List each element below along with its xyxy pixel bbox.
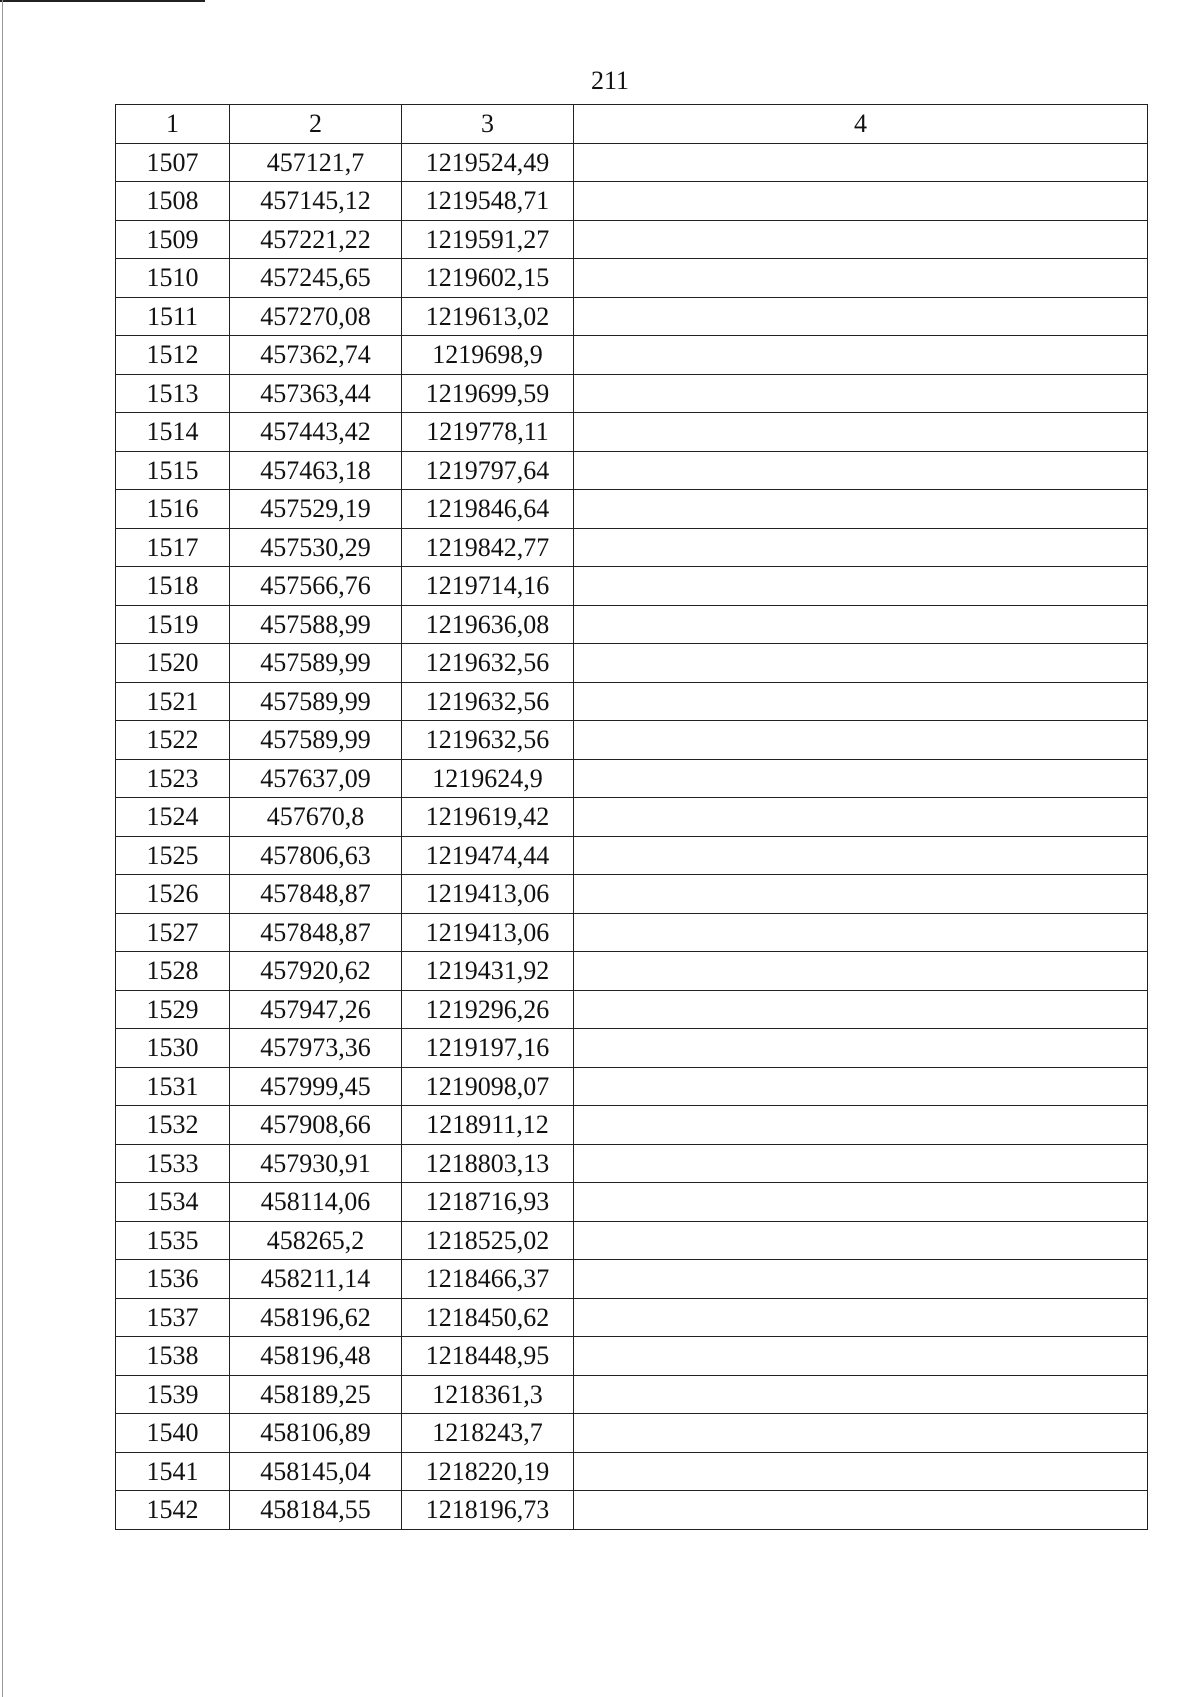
table-row [116, 682, 1148, 721]
x-coordinate-cell: 457145,12 [230, 182, 402, 221]
x-coordinate-cell: 458189,25 [230, 1375, 402, 1414]
point-number-cell: 1518 [116, 567, 230, 606]
y-coordinate-cell: 1219474,44 [402, 836, 574, 875]
x-coordinate-cell: 457566,76 [230, 567, 402, 606]
note-cell [574, 1298, 1148, 1337]
x-coordinate-cell: 457245,65 [230, 259, 402, 298]
point-number-cell: 1517 [116, 528, 230, 567]
table-row [116, 721, 1148, 760]
x-coordinate-cell: 457589,99 [230, 682, 402, 721]
y-coordinate-cell: 1218448,95 [402, 1337, 574, 1376]
column-header-4: 4 [574, 105, 1148, 144]
point-number-cell: 1514 [116, 413, 230, 452]
x-coordinate-cell: 457806,63 [230, 836, 402, 875]
y-coordinate-cell: 1219619,42 [402, 798, 574, 837]
point-number-cell: 1520 [116, 644, 230, 683]
table-row [116, 836, 1148, 875]
y-coordinate-cell: 1219842,77 [402, 528, 574, 567]
point-number-cell: 1528 [116, 952, 230, 991]
note-cell [574, 1029, 1148, 1068]
note-cell [574, 1491, 1148, 1530]
y-coordinate-cell: 1218716,93 [402, 1183, 574, 1222]
y-coordinate-cell: 1219413,06 [402, 913, 574, 952]
table-row [116, 336, 1148, 375]
table-row [116, 297, 1148, 336]
point-number-cell: 1510 [116, 259, 230, 298]
point-number-cell: 1532 [116, 1106, 230, 1145]
table-row [116, 1298, 1148, 1337]
point-number-cell: 1509 [116, 220, 230, 259]
note-cell [574, 605, 1148, 644]
column-header-3: 3 [402, 105, 574, 144]
x-coordinate-cell: 457848,87 [230, 875, 402, 914]
x-coordinate-cell: 457930,91 [230, 1144, 402, 1183]
table-row [116, 1375, 1148, 1414]
x-coordinate-cell: 457270,08 [230, 297, 402, 336]
note-cell [574, 836, 1148, 875]
note-cell [574, 1183, 1148, 1222]
table-row [116, 605, 1148, 644]
note-cell [574, 721, 1148, 760]
x-coordinate-cell: 457947,26 [230, 990, 402, 1029]
x-coordinate-cell: 457588,99 [230, 605, 402, 644]
y-coordinate-cell: 1219846,64 [402, 490, 574, 529]
point-number-cell: 1539 [116, 1375, 230, 1414]
y-coordinate-cell: 1218220,19 [402, 1452, 574, 1491]
x-coordinate-cell: 457589,99 [230, 721, 402, 760]
note-cell [574, 374, 1148, 413]
note-cell [574, 1221, 1148, 1260]
x-coordinate-cell: 457221,22 [230, 220, 402, 259]
y-coordinate-cell: 1218803,13 [402, 1144, 574, 1183]
coordinates-table [115, 104, 1148, 1530]
column-header-2: 2 [230, 105, 402, 144]
table-row [116, 182, 1148, 221]
point-number-cell: 1521 [116, 682, 230, 721]
y-coordinate-cell: 1219699,59 [402, 374, 574, 413]
note-cell [574, 952, 1148, 991]
table-row [116, 143, 1148, 182]
table-body [116, 143, 1148, 1529]
y-coordinate-cell: 1219431,92 [402, 952, 574, 991]
point-number-cell: 1519 [116, 605, 230, 644]
note-cell [574, 220, 1148, 259]
x-coordinate-cell: 457999,45 [230, 1067, 402, 1106]
y-coordinate-cell: 1219296,26 [402, 990, 574, 1029]
note-cell [574, 567, 1148, 606]
note-cell [574, 528, 1148, 567]
y-coordinate-cell: 1219413,06 [402, 875, 574, 914]
y-coordinate-cell: 1219591,27 [402, 220, 574, 259]
point-number-cell: 1512 [116, 336, 230, 375]
point-number-cell: 1527 [116, 913, 230, 952]
note-cell [574, 644, 1148, 683]
table-row [116, 490, 1148, 529]
y-coordinate-cell: 1218450,62 [402, 1298, 574, 1337]
point-number-cell: 1537 [116, 1298, 230, 1337]
point-number-cell: 1536 [116, 1260, 230, 1299]
x-coordinate-cell: 457973,36 [230, 1029, 402, 1068]
table-row [116, 413, 1148, 452]
table-row [116, 1029, 1148, 1068]
table-row [116, 1183, 1148, 1222]
note-cell [574, 1106, 1148, 1145]
point-number-cell: 1530 [116, 1029, 230, 1068]
note-cell [574, 913, 1148, 952]
x-coordinate-cell: 457920,62 [230, 952, 402, 991]
point-number-cell: 1542 [116, 1491, 230, 1530]
y-coordinate-cell: 1219632,56 [402, 682, 574, 721]
note-cell [574, 759, 1148, 798]
table-row [116, 913, 1148, 952]
y-coordinate-cell: 1219636,08 [402, 605, 574, 644]
note-cell [574, 490, 1148, 529]
y-coordinate-cell: 1218525,02 [402, 1221, 574, 1260]
table-row [116, 528, 1148, 567]
x-coordinate-cell: 457363,44 [230, 374, 402, 413]
y-coordinate-cell: 1219632,56 [402, 721, 574, 760]
point-number-cell: 1515 [116, 451, 230, 490]
table-row [116, 1260, 1148, 1299]
point-number-cell: 1525 [116, 836, 230, 875]
note-cell [574, 182, 1148, 221]
point-number-cell: 1533 [116, 1144, 230, 1183]
note-cell [574, 451, 1148, 490]
point-number-cell: 1541 [116, 1452, 230, 1491]
y-coordinate-cell: 1219548,71 [402, 182, 574, 221]
point-number-cell: 1534 [116, 1183, 230, 1222]
y-coordinate-cell: 1219624,9 [402, 759, 574, 798]
x-coordinate-cell: 458196,48 [230, 1337, 402, 1376]
table-row [116, 952, 1148, 991]
note-cell [574, 1414, 1148, 1453]
note-cell [574, 297, 1148, 336]
table-row [116, 374, 1148, 413]
table-row [116, 644, 1148, 683]
note-cell [574, 990, 1148, 1029]
page-number: 211 [590, 66, 630, 95]
note-cell [574, 143, 1148, 182]
x-coordinate-cell: 458196,62 [230, 1298, 402, 1337]
y-coordinate-cell: 1218466,37 [402, 1260, 574, 1299]
point-number-cell: 1522 [116, 721, 230, 760]
x-coordinate-cell: 458211,14 [230, 1260, 402, 1299]
point-number-cell: 1507 [116, 143, 230, 182]
column-header-1: 1 [116, 105, 230, 144]
note-cell [574, 1260, 1148, 1299]
point-number-cell: 1540 [116, 1414, 230, 1453]
note-cell [574, 682, 1148, 721]
x-coordinate-cell: 457463,18 [230, 451, 402, 490]
note-cell [574, 1067, 1148, 1106]
x-coordinate-cell: 457121,7 [230, 143, 402, 182]
note-cell [574, 1375, 1148, 1414]
table-row [116, 567, 1148, 606]
point-number-cell: 1523 [116, 759, 230, 798]
y-coordinate-cell: 1218243,7 [402, 1414, 574, 1453]
header-row [116, 105, 1148, 144]
y-coordinate-cell: 1219778,11 [402, 413, 574, 452]
note-cell [574, 259, 1148, 298]
x-coordinate-cell: 457529,19 [230, 490, 402, 529]
point-number-cell: 1535 [116, 1221, 230, 1260]
y-coordinate-cell: 1219197,16 [402, 1029, 574, 1068]
x-coordinate-cell: 457443,42 [230, 413, 402, 452]
x-coordinate-cell: 457530,29 [230, 528, 402, 567]
point-number-cell: 1516 [116, 490, 230, 529]
y-coordinate-cell: 1219632,56 [402, 644, 574, 683]
table-row [116, 1414, 1148, 1453]
y-coordinate-cell: 1219698,9 [402, 336, 574, 375]
top-rule [0, 0, 205, 2]
note-cell [574, 1144, 1148, 1183]
point-number-cell: 1526 [116, 875, 230, 914]
y-coordinate-cell: 1218911,12 [402, 1106, 574, 1145]
y-coordinate-cell: 1218361,3 [402, 1375, 574, 1414]
y-coordinate-cell: 1219797,64 [402, 451, 574, 490]
x-coordinate-cell: 458265,2 [230, 1221, 402, 1260]
point-number-cell: 1529 [116, 990, 230, 1029]
point-number-cell: 1524 [116, 798, 230, 837]
note-cell [574, 798, 1148, 837]
x-coordinate-cell: 458184,55 [230, 1491, 402, 1530]
table-row [116, 875, 1148, 914]
table-row [116, 1337, 1148, 1376]
note-cell [574, 1337, 1148, 1376]
y-coordinate-cell: 1218196,73 [402, 1491, 574, 1530]
table-row [116, 1144, 1148, 1183]
table-row [116, 798, 1148, 837]
table-row [116, 1067, 1148, 1106]
point-number-cell: 1511 [116, 297, 230, 336]
table-row [116, 1106, 1148, 1145]
x-coordinate-cell: 457589,99 [230, 644, 402, 683]
x-coordinate-cell: 457848,87 [230, 913, 402, 952]
note-cell [574, 413, 1148, 452]
table-row [116, 1491, 1148, 1530]
x-coordinate-cell: 457637,09 [230, 759, 402, 798]
table-row [116, 1221, 1148, 1260]
note-cell [574, 336, 1148, 375]
table-row [116, 220, 1148, 259]
x-coordinate-cell: 457670,8 [230, 798, 402, 837]
table-row [116, 990, 1148, 1029]
x-coordinate-cell: 458145,04 [230, 1452, 402, 1491]
y-coordinate-cell: 1219602,15 [402, 259, 574, 298]
y-coordinate-cell: 1219098,07 [402, 1067, 574, 1106]
point-number-cell: 1508 [116, 182, 230, 221]
table-row [116, 451, 1148, 490]
x-coordinate-cell: 457362,74 [230, 336, 402, 375]
table-row [116, 759, 1148, 798]
x-coordinate-cell: 457908,66 [230, 1106, 402, 1145]
x-coordinate-cell: 458106,89 [230, 1414, 402, 1453]
note-cell [574, 875, 1148, 914]
y-coordinate-cell: 1219613,02 [402, 297, 574, 336]
left-margin-rule [2, 0, 3, 1697]
note-cell [574, 1452, 1148, 1491]
point-number-cell: 1513 [116, 374, 230, 413]
y-coordinate-cell: 1219714,16 [402, 567, 574, 606]
table-row [116, 1452, 1148, 1491]
point-number-cell: 1538 [116, 1337, 230, 1376]
table-row [116, 259, 1148, 298]
x-coordinate-cell: 458114,06 [230, 1183, 402, 1222]
point-number-cell: 1531 [116, 1067, 230, 1106]
y-coordinate-cell: 1219524,49 [402, 143, 574, 182]
